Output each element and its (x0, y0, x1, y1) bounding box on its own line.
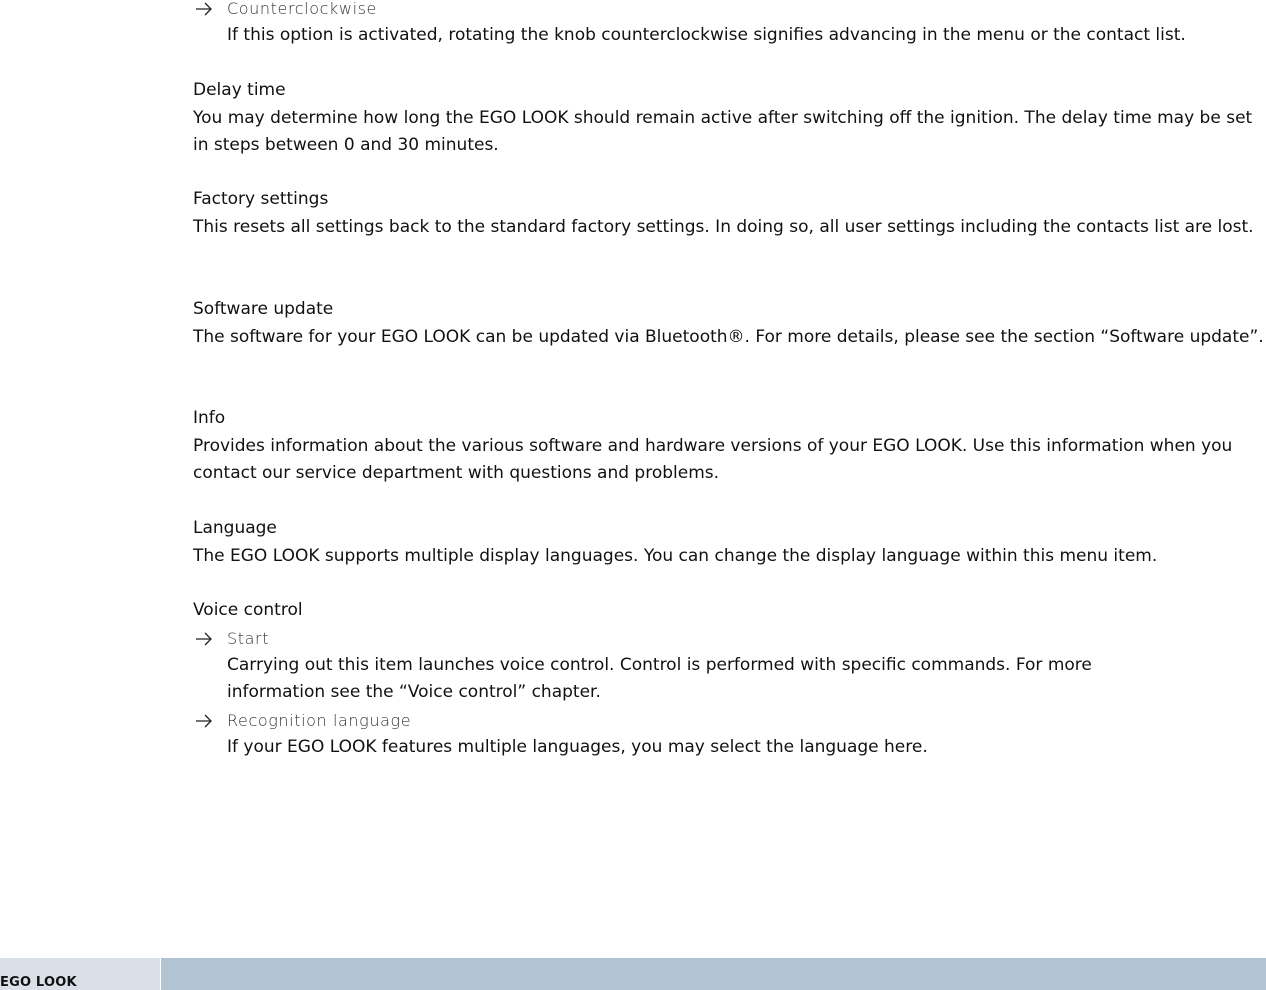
section-paragraph: You may determine how long the EGO LOOK should remain active after switching off the ignition. The delay time may be set in steps between 0 and 30 minutes. (193, 107, 1253, 155)
section-heading: Voice control (193, 600, 303, 620)
option-title: Recognition language (227, 710, 412, 730)
option-description: Carrying out this item launches voice control. Control is performed with specific commands. For more information see the “Voice control” chapter. (227, 654, 1092, 702)
option-title: Start (227, 628, 270, 648)
section-heading: Factory settings (193, 189, 329, 209)
section-paragraph: The EGO LOOK supports multiple display languages. You can change the display language within this menu item. (193, 545, 1158, 566)
list-item-recognition-language (193, 707, 1266, 762)
arrow-right-icon (193, 707, 215, 734)
section-voice-control (193, 597, 1266, 761)
section-paragraph: Provides information about the various software and hardware versions of your EGO LOOK. Use this information when you contact our service department with questions and problems. (193, 435, 1233, 483)
footer-bar (161, 958, 1266, 990)
section-paragraph: The software for your EGO LOOK can be updated via Bluetooth®. For more details, please see the section “Software update”. (193, 326, 1264, 347)
footer-brand-label: EGO LOOK (0, 975, 77, 990)
list-item-counterclockwise (193, 0, 1266, 50)
section-rotation-direction (193, 0, 1266, 50)
section-language (193, 515, 1266, 570)
arrow-right-icon (193, 625, 215, 652)
option-description: If your EGO LOOK features multiple languages, you may select the language here. (227, 736, 928, 757)
section-heading: Language (193, 518, 277, 538)
option-title: Counterclockwise (227, 0, 377, 18)
page-footer (0, 958, 1266, 990)
list-item-start (193, 625, 1187, 707)
section-software-update (193, 296, 1266, 351)
section-delay-time (193, 77, 1266, 160)
arrow-right-icon (193, 0, 215, 22)
section-info (193, 405, 1266, 488)
section-paragraph: This resets all settings back to the standard factory settings. In doing so, all user settings including the contacts list are lost. (193, 216, 1254, 237)
section-heading: Delay time (193, 80, 286, 100)
section-heading: Info (193, 408, 226, 428)
section-factory-settings (193, 186, 1266, 241)
option-description: If this option is activated, rotating the knob counterclockwise signifies advancing in the menu or the contact list. (227, 25, 1186, 45)
section-heading: Software update (193, 299, 334, 319)
